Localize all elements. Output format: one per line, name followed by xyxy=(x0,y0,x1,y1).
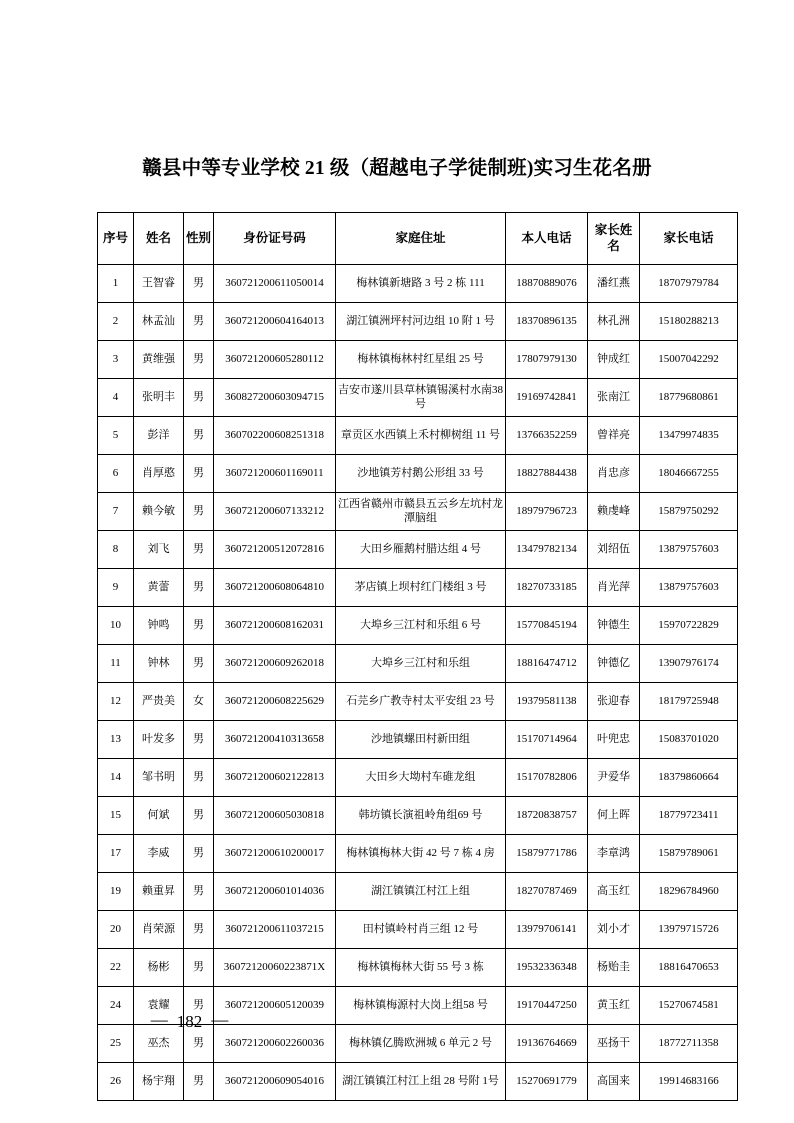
cell-phone: 15770845194 xyxy=(506,607,588,645)
cell-address: 湖江镇洲坪村河边组 10 附 1 号 xyxy=(336,303,506,341)
cell-guardian-name: 高国来 xyxy=(588,1063,640,1101)
page-number-dash-right: — xyxy=(211,1010,229,1029)
cell-name: 叶发多 xyxy=(134,721,184,759)
cell-phone: 15170714964 xyxy=(506,721,588,759)
cell-guardian-name: 刘小才 xyxy=(588,911,640,949)
table-row xyxy=(98,569,738,607)
cell-address: 梅林镇梅源村大岗上组58 号 xyxy=(336,987,506,1025)
cell-name: 何斌 xyxy=(134,797,184,835)
column-header-sex: 性别 xyxy=(184,213,214,265)
cell-phone: 18979796723 xyxy=(506,493,588,531)
cell-guardian-name: 尹爱华 xyxy=(588,759,640,797)
cell-id: 360721200605280112 xyxy=(214,341,336,379)
cell-sex: 男 xyxy=(184,455,214,493)
column-header-address: 家庭住址 xyxy=(336,213,506,265)
cell-name: 彭洋 xyxy=(134,417,184,455)
table-row xyxy=(98,341,738,379)
cell-seq: 13 xyxy=(98,721,134,759)
cell-address: 沙地镇螺田村新田组 xyxy=(336,721,506,759)
cell-address: 吉安市遂川县草林镇锡溪村水南38 号 xyxy=(336,379,506,417)
cell-address: 梅林镇梅林大街 42 号 7 栋 4 房 xyxy=(336,835,506,873)
cell-seq: 14 xyxy=(98,759,134,797)
table-row xyxy=(98,493,738,531)
cell-guardian-phone: 18779680861 xyxy=(640,379,738,417)
page-title: 赣县中等专业学校 21 级（超越电子学徒制班)实习生花名册 xyxy=(142,158,652,179)
table-row xyxy=(98,797,738,835)
cell-seq: 8 xyxy=(98,531,134,569)
cell-phone: 13979706141 xyxy=(506,911,588,949)
cell-phone: 15270691779 xyxy=(506,1063,588,1101)
column-header-guardian-phone: 家长电话 xyxy=(640,213,738,265)
column-header-id: 身份证号码 xyxy=(214,213,336,265)
cell-sex: 男 xyxy=(184,1063,214,1101)
cell-sex: 男 xyxy=(184,797,214,835)
cell-guardian-name: 林孔洲 xyxy=(588,303,640,341)
cell-phone: 13766352259 xyxy=(506,417,588,455)
cell-name: 黄蕾 xyxy=(134,569,184,607)
cell-guardian-phone: 15270674581 xyxy=(640,987,738,1025)
page-number-dash-left: — xyxy=(150,1010,168,1029)
cell-sex: 男 xyxy=(184,379,214,417)
cell-phone: 18870889076 xyxy=(506,265,588,303)
cell-address: 梅林镇梅林大街 55 号 3 栋 xyxy=(336,949,506,987)
cell-id: 360721200410313658 xyxy=(214,721,336,759)
page-number xyxy=(0,1010,794,1032)
cell-address: 大田乡大坳村车碓龙组 xyxy=(336,759,506,797)
cell-seq: 25 xyxy=(98,1025,134,1063)
table-row xyxy=(98,721,738,759)
cell-sex: 男 xyxy=(184,873,214,911)
cell-id: 360721200608064810 xyxy=(214,569,336,607)
table-row xyxy=(98,873,738,911)
cell-phone: 18816474712 xyxy=(506,645,588,683)
cell-guardian-name: 钟德亿 xyxy=(588,645,640,683)
table-row xyxy=(98,303,738,341)
cell-sex: 男 xyxy=(184,531,214,569)
cell-phone: 18720838757 xyxy=(506,797,588,835)
cell-id: 360721200605120039 xyxy=(214,987,336,1025)
table-row xyxy=(98,645,738,683)
cell-id: 360721200607133212 xyxy=(214,493,336,531)
cell-name: 张明丰 xyxy=(134,379,184,417)
cell-id: 360721200608225629 xyxy=(214,683,336,721)
cell-phone: 19170447250 xyxy=(506,987,588,1025)
cell-address: 梅林镇亿腾欧洲城 6 单元 2 号 xyxy=(336,1025,506,1063)
cell-name: 李威 xyxy=(134,835,184,873)
cell-address: 田村镇岭村肖三组 12 号 xyxy=(336,911,506,949)
cell-id: 360721200602122813 xyxy=(214,759,336,797)
cell-sex: 男 xyxy=(184,645,214,683)
cell-name: 黄维强 xyxy=(134,341,184,379)
cell-guardian-name: 赖虔峰 xyxy=(588,493,640,531)
roster-table xyxy=(97,212,738,1101)
cell-sex: 男 xyxy=(184,303,214,341)
cell-address: 梅林镇新塘路 3 号 2 栋 111 xyxy=(336,265,506,303)
cell-address: 石芫乡广教寺村太平安组 23 号 xyxy=(336,683,506,721)
cell-address: 江西省赣州市赣县五云乡左坑村龙潭脑组 xyxy=(336,493,506,531)
cell-phone: 13479782134 xyxy=(506,531,588,569)
cell-seq: 6 xyxy=(98,455,134,493)
cell-address: 湖江镇镇江村江上组 28 号附 1号 xyxy=(336,1063,506,1101)
cell-name: 肖厚憨 xyxy=(134,455,184,493)
cell-sex: 男 xyxy=(184,569,214,607)
cell-id: 360721200601014036 xyxy=(214,873,336,911)
cell-address: 湖江镇镇江村江上组 xyxy=(336,873,506,911)
cell-sex: 男 xyxy=(184,607,214,645)
cell-address: 大埠乡三江村和乐组 6 号 xyxy=(336,607,506,645)
cell-seq: 2 xyxy=(98,303,134,341)
cell-address: 大埠乡三江村和乐组 xyxy=(336,645,506,683)
cell-guardian-phone: 15879750292 xyxy=(640,493,738,531)
cell-id: 360721200609054016 xyxy=(214,1063,336,1101)
cell-seq: 15 xyxy=(98,797,134,835)
cell-guardian-name: 张迎春 xyxy=(588,683,640,721)
cell-id: 360721200610200017 xyxy=(214,835,336,873)
cell-guardian-name: 黄玉红 xyxy=(588,987,640,1025)
cell-guardian-name: 高玉红 xyxy=(588,873,640,911)
cell-id: 360721200604164013 xyxy=(214,303,336,341)
cell-sex: 男 xyxy=(184,721,214,759)
cell-sex: 男 xyxy=(184,835,214,873)
cell-guardian-phone: 18779723411 xyxy=(640,797,738,835)
cell-seq: 24 xyxy=(98,987,134,1025)
cell-guardian-phone: 15083701020 xyxy=(640,721,738,759)
cell-id: 360721200512072816 xyxy=(214,531,336,569)
table-row xyxy=(98,1063,738,1101)
cell-seq: 26 xyxy=(98,1063,134,1101)
cell-guardian-phone: 13879757603 xyxy=(640,531,738,569)
cell-seq: 19 xyxy=(98,873,134,911)
cell-sex: 男 xyxy=(184,265,214,303)
cell-id: 360721200605030818 xyxy=(214,797,336,835)
page-number-value: 182 xyxy=(176,1012,203,1031)
cell-phone: 17807979130 xyxy=(506,341,588,379)
cell-address: 沙地镇芳村鹅公形组 33 号 xyxy=(336,455,506,493)
cell-seq: 9 xyxy=(98,569,134,607)
cell-id: 360827200603094715 xyxy=(214,379,336,417)
cell-id: 360721200601169011 xyxy=(214,455,336,493)
cell-guardian-phone: 13479974835 xyxy=(640,417,738,455)
cell-guardian-phone: 18772711358 xyxy=(640,1025,738,1063)
cell-seq: 12 xyxy=(98,683,134,721)
cell-guardian-name: 李章鸿 xyxy=(588,835,640,873)
column-header-guardian-name: 家长姓名 xyxy=(588,213,640,265)
cell-sex: 男 xyxy=(184,417,214,455)
cell-guardian-name: 肖光萍 xyxy=(588,569,640,607)
cell-guardian-name: 钟成红 xyxy=(588,341,640,379)
cell-guardian-name: 杨贻圭 xyxy=(588,949,640,987)
cell-seq: 22 xyxy=(98,949,134,987)
cell-guardian-phone: 13907976174 xyxy=(640,645,738,683)
cell-phone: 18270733185 xyxy=(506,569,588,607)
cell-guardian-phone: 18046667255 xyxy=(640,455,738,493)
cell-sex: 男 xyxy=(184,1025,214,1063)
cell-phone: 18270787469 xyxy=(506,873,588,911)
cell-guardian-name: 曾祥亮 xyxy=(588,417,640,455)
cell-phone: 19532336348 xyxy=(506,949,588,987)
cell-seq: 11 xyxy=(98,645,134,683)
cell-guardian-name: 张南江 xyxy=(588,379,640,417)
table-row xyxy=(98,265,738,303)
cell-seq: 4 xyxy=(98,379,134,417)
table-row xyxy=(98,683,738,721)
cell-guardian-name: 钟德生 xyxy=(588,607,640,645)
column-header-seq: 序号 xyxy=(98,213,134,265)
cell-name: 杨彬 xyxy=(134,949,184,987)
cell-guardian-phone: 15180288213 xyxy=(640,303,738,341)
cell-seq: 3 xyxy=(98,341,134,379)
cell-phone: 19169742841 xyxy=(506,379,588,417)
cell-name: 袁耀 xyxy=(134,987,184,1025)
cell-guardian-phone: 15007042292 xyxy=(640,341,738,379)
cell-address: 大田乡雁鹅村腊达组 4 号 xyxy=(336,531,506,569)
table-row xyxy=(98,835,738,873)
cell-phone: 15879771786 xyxy=(506,835,588,873)
table-row xyxy=(98,911,738,949)
table-row xyxy=(98,759,738,797)
table-row xyxy=(98,949,738,987)
cell-phone: 19379581138 xyxy=(506,683,588,721)
cell-sex: 女 xyxy=(184,683,214,721)
cell-id: 360721200611050014 xyxy=(214,265,336,303)
cell-guardian-phone: 15970722829 xyxy=(640,607,738,645)
cell-guardian-phone: 18707979784 xyxy=(640,265,738,303)
cell-seq: 5 xyxy=(98,417,134,455)
cell-phone: 18370896135 xyxy=(506,303,588,341)
cell-guardian-phone: 18379860664 xyxy=(640,759,738,797)
cell-address: 韩坊镇长演祖岭角组69 号 xyxy=(336,797,506,835)
cell-name: 林孟汕 xyxy=(134,303,184,341)
cell-name: 肖荣源 xyxy=(134,911,184,949)
cell-guardian-phone: 13879757603 xyxy=(640,569,738,607)
table-header-row xyxy=(98,213,738,265)
cell-phone: 18827884438 xyxy=(506,455,588,493)
cell-guardian-name: 肖忠彦 xyxy=(588,455,640,493)
cell-id: 360721200609262018 xyxy=(214,645,336,683)
cell-name: 赖今敏 xyxy=(134,493,184,531)
cell-seq: 7 xyxy=(98,493,134,531)
cell-guardian-name: 叶兜忠 xyxy=(588,721,640,759)
cell-id: 360721200611037215 xyxy=(214,911,336,949)
cell-guardian-phone: 18296784960 xyxy=(640,873,738,911)
cell-address: 章贡区水西镇上禾村柳树组 11 号 xyxy=(336,417,506,455)
cell-phone: 15170782806 xyxy=(506,759,588,797)
cell-name: 邹书明 xyxy=(134,759,184,797)
cell-name: 杨宇翔 xyxy=(134,1063,184,1101)
cell-guardian-name: 刘绍伍 xyxy=(588,531,640,569)
cell-name: 赖重昇 xyxy=(134,873,184,911)
cell-id: 360721200602260036 xyxy=(214,1025,336,1063)
cell-phone: 19136764669 xyxy=(506,1025,588,1063)
cell-sex: 男 xyxy=(184,987,214,1025)
table-row xyxy=(98,607,738,645)
cell-sex: 男 xyxy=(184,759,214,797)
table-row xyxy=(98,455,738,493)
cell-guardian-phone: 18816470653 xyxy=(640,949,738,987)
cell-guardian-phone: 15879789061 xyxy=(640,835,738,873)
column-header-phone: 本人电话 xyxy=(506,213,588,265)
cell-address: 茅店镇上坝村红门楼组 3 号 xyxy=(336,569,506,607)
table-body xyxy=(98,265,738,1101)
cell-guardian-name: 巫扬干 xyxy=(588,1025,640,1063)
cell-name: 钟林 xyxy=(134,645,184,683)
cell-id: 360721200608162031 xyxy=(214,607,336,645)
cell-name: 王智睿 xyxy=(134,265,184,303)
cell-id: 36072120060223871X xyxy=(214,949,336,987)
table-row xyxy=(98,417,738,455)
cell-name: 刘飞 xyxy=(134,531,184,569)
cell-seq: 17 xyxy=(98,835,134,873)
cell-sex: 男 xyxy=(184,341,214,379)
cell-guardian-phone: 18179725948 xyxy=(640,683,738,721)
cell-id: 360702200608251318 xyxy=(214,417,336,455)
column-header-name: 姓名 xyxy=(134,213,184,265)
cell-sex: 男 xyxy=(184,911,214,949)
cell-sex: 男 xyxy=(184,949,214,987)
cell-guardian-name: 何上晖 xyxy=(588,797,640,835)
cell-seq: 10 xyxy=(98,607,134,645)
cell-guardian-name: 潘红燕 xyxy=(588,265,640,303)
cell-sex: 男 xyxy=(184,493,214,531)
roster-table-container xyxy=(97,212,737,1101)
cell-seq: 20 xyxy=(98,911,134,949)
cell-name: 巫杰 xyxy=(134,1025,184,1063)
cell-guardian-phone: 13979715726 xyxy=(640,911,738,949)
cell-name: 钟鸣 xyxy=(134,607,184,645)
cell-name: 严贵美 xyxy=(134,683,184,721)
cell-address: 梅林镇梅林村红星组 25 号 xyxy=(336,341,506,379)
table-row xyxy=(98,531,738,569)
table-header xyxy=(98,213,738,265)
cell-seq: 1 xyxy=(98,265,134,303)
cell-guardian-phone: 19914683166 xyxy=(640,1063,738,1101)
table-row xyxy=(98,379,738,417)
